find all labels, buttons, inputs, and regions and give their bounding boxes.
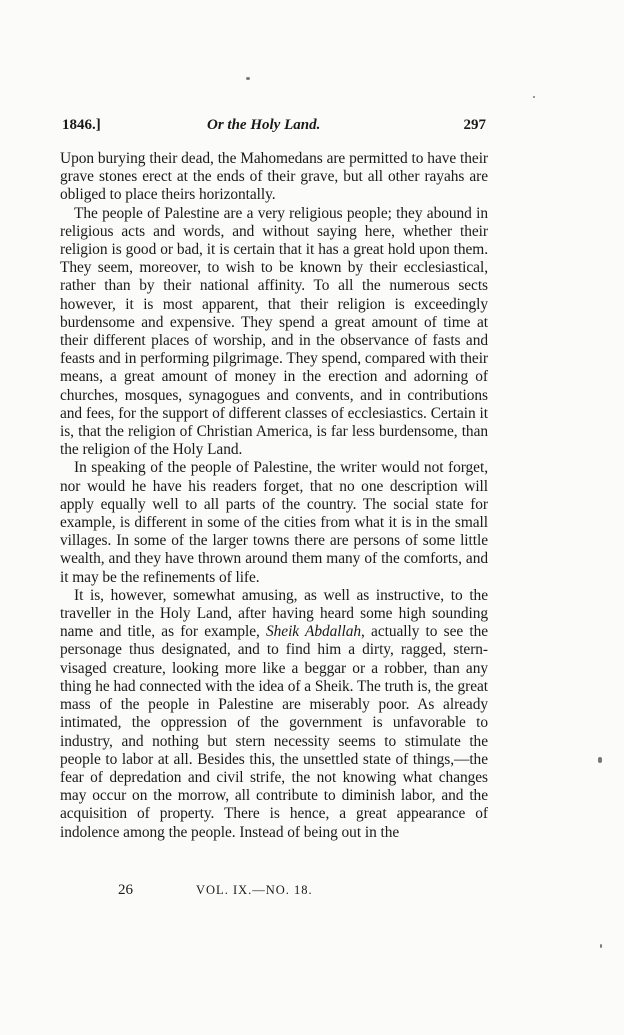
- header-year: 1846.]: [62, 117, 101, 133]
- ink-speck: [598, 757, 602, 763]
- paragraph: Upon burying their dead, the Mahomedans are permitted to have their grave stones erect at the ends of their grave, but all other rayahs are obliged to place theirs horizontally.: [60, 150, 488, 204]
- paragraph-text: It is, however, somewhat amusing, as well as instructive, to the traveller in the Holy Land, after having heard some high sounding name and title, as for example,: [60, 586, 488, 641]
- signature-mark: 26: [118, 882, 133, 898]
- running-header: [62, 117, 486, 137]
- paragraph: [60, 587, 488, 842]
- paragraph-text: , actually to see the personage thus designated, and to find him a dirty, ragged, stern-visaged creature, looking more like a beggar or a robber, than any thing he had connected with the idea of a Sheik. The truth is, the great mass of the people in Palestine are miserably poor. As already intimated, the oppression of the government is unfavorable to industry, and nothing but stern necessity seems to stimulate the people to labor at all. Besides this, the unsettled state of things,—the fear of depredation and civil strife, the not knowing what changes may occur on the morrow, all contribute to diminish labor, and the acquisition of property. There is hence, a great appearance of indolence among the people. Instead of being out in the: [60, 623, 488, 841]
- paragraph: In speaking of the people of Palestine, the writer would not forget, nor would he have his readers forget, that no one description will apply equally well to all parts of the country. The social state for example, is different in some of the cities from what it is in the small villages. In some of the larger towns there are persons of some little wealth, and they have thrown around them many of the comforts, and it may be the refinements of life.: [60, 459, 488, 586]
- page-footer: [0, 882, 624, 902]
- page-number: 297: [463, 117, 486, 133]
- ink-speck: [533, 96, 535, 98]
- ink-speck: [246, 77, 250, 80]
- paragraph: The people of Palestine are a very religious people; they abound in religious acts and words, and without saying here, whether their religion is good or bad, it is certain that it has a great hold upon them. They seem, moreover, to wish to be known by their ecclesiastical, rather than by their national affinity. To all the numerous sects however, it is most apparent, that their religion is exceedingly burdensome and expensive. They spend a great amount of time at their different places of worship, and in the observance of fasts and feasts and in performing pilgrimage. They spend, compared with their means, a great amount of money in the erection and adorning of churches, mosques, synagogues and convents, and in contributions and fees, for the support of different classes of ecclesiastics. Certain it is, that the religion of Christian America, is far less burdensome, than the religion of the Holy Land.: [60, 204, 488, 459]
- body-text: [60, 150, 488, 842]
- ink-speck: [600, 944, 602, 948]
- italic-name: Sheik Abdallah: [266, 623, 362, 641]
- header-title: Or the Holy Land.: [207, 117, 321, 133]
- volume-number: VOL. IX.—NO. 18.: [196, 883, 313, 897]
